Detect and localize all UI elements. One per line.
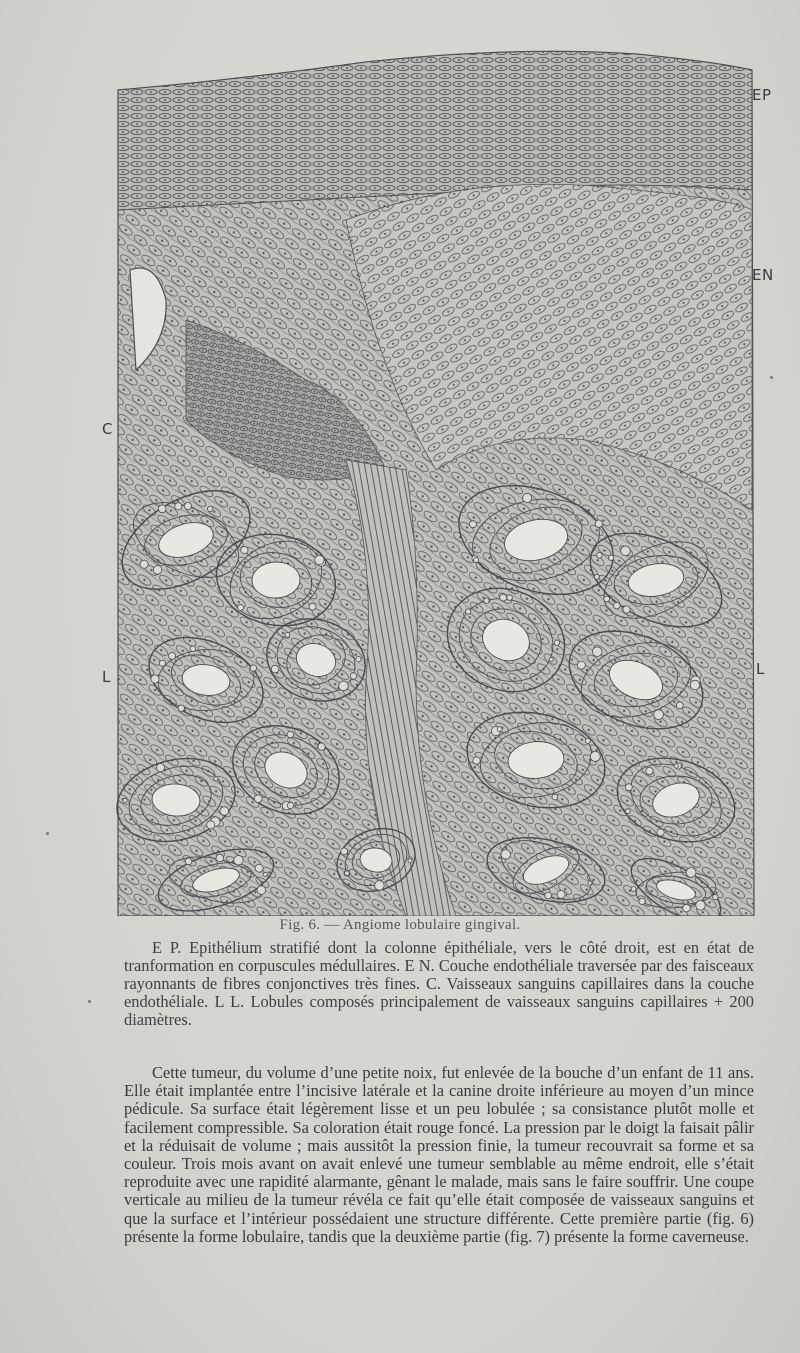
cell-nucleus (588, 881, 592, 885)
cell-nucleus (271, 665, 279, 673)
cell-nucleus (625, 784, 632, 791)
cell-nucleus (234, 856, 243, 865)
cell-nucleus (241, 546, 248, 553)
cell-nucleus (590, 751, 600, 761)
cell-nucleus (156, 764, 164, 772)
cell-nucleus (713, 894, 718, 899)
cell-nucleus (345, 871, 350, 876)
cell-nucleus (696, 901, 706, 911)
cell-nucleus (356, 657, 361, 662)
cell-nucleus (287, 731, 294, 738)
cell-nucleus (654, 710, 664, 720)
cell-nucleus (151, 675, 159, 683)
cell-nucleus (608, 555, 613, 560)
figure-legend (124, 939, 754, 1029)
angioma-engraving (116, 40, 756, 916)
cell-nucleus (507, 595, 513, 601)
cell-nucleus (175, 503, 182, 510)
cell-nucleus (339, 681, 349, 691)
cell-nucleus (350, 673, 356, 679)
cell-nucleus (676, 702, 683, 709)
cell-nucleus (287, 802, 293, 808)
legend-paragraph: E P. Epithélium stratifié dont la colonne épithéliale, vers le côté droit, est en état de tranformation en corpuscules médullaires. E N. Couche endothéliale traversée par des faisceaux rayonnants de fibres conjonctives très fines. C. Vaisseaux sanguins capillaires dans la couche endothéliale. L L. Lobules composés principalement de vaisseaux sanguins capillaires + 200 diamètres. (124, 938, 754, 1029)
cell-nucleus (309, 603, 316, 610)
label-ep: EP (752, 86, 772, 104)
cell-nucleus (497, 727, 502, 732)
cell-nucleus (639, 898, 645, 904)
label-l-right: L (756, 660, 765, 678)
cell-nucleus (577, 661, 585, 669)
cell-nucleus (604, 596, 610, 602)
figure-caption: Fig. 6. — Angiome lobulaire gingival. (279, 917, 521, 933)
cell-nucleus (595, 520, 602, 527)
cell-nucleus (158, 505, 166, 513)
cell-nucleus (585, 738, 590, 743)
cell-nucleus (153, 566, 162, 575)
label-en: EN (752, 266, 774, 284)
cell-nucleus (255, 864, 263, 872)
cell-nucleus (545, 892, 552, 899)
cell-nucleus (169, 652, 176, 659)
cell-nucleus (594, 574, 599, 579)
cell-nucleus (549, 658, 553, 662)
cell-nucleus (216, 854, 224, 862)
cell-nucleus (465, 609, 470, 614)
cell-nucleus (614, 602, 621, 609)
cell-nucleus (207, 821, 215, 829)
cell-nucleus (646, 767, 653, 774)
cell-nucleus (185, 858, 192, 865)
cell-nucleus (686, 868, 696, 878)
cell-nucleus (554, 640, 559, 645)
cell-nucleus (263, 872, 267, 876)
cell-nucleus (159, 660, 165, 666)
cell-nucleus (469, 521, 476, 528)
cell-nucleus (690, 680, 699, 689)
cell-nucleus (473, 757, 480, 764)
cell-nucleus (318, 743, 325, 750)
cell-nucleus (250, 665, 256, 671)
cell-nucleus (674, 764, 678, 768)
cell-nucleus (184, 502, 191, 509)
cell-nucleus (557, 890, 565, 898)
cell-nucleus (623, 606, 630, 613)
cell-nucleus (408, 859, 412, 863)
cell-nucleus (592, 647, 602, 657)
cell-nucleus (190, 646, 196, 652)
cell-nucleus (254, 795, 262, 803)
cell-nucleus (238, 605, 244, 611)
cell-nucleus (474, 558, 479, 563)
cell-nucleus (375, 881, 385, 891)
cell-nucleus (140, 560, 148, 568)
cell-nucleus (683, 904, 691, 912)
cell-nucleus (552, 794, 558, 800)
cell-nucleus (208, 506, 213, 511)
cell-nucleus (341, 848, 348, 855)
body-text (124, 1064, 754, 1246)
cell-nucleus (214, 777, 218, 781)
body-paragraph: Cette tumeur, du volume d’une petite noix, fut enlevée de la bouche d’un enfant de 11 ans. Elle était implantée entre l’incisive latérale et la canine droite inférieure au moyen d’un mince pédicule. Sa surface était légèrement lisse et un peu lobulée ; sa consistance plutôt molle et facilement compressible. Sa coloration était rouge foncé. La pression par le doigt la faisait pâlir et la réduisait de volume ; mais aussitôt la pression finie, la tumeur recouvrait sa forme et sa couleur. Trois mois avant on avait enlevé une tumeur semblable au même endroit, elle s’était reproduite avec une rapidité alarmante, gênant le malade, mais sans le faire souffrir. Une coupe verticale au milieu de la tumeur révéla ce fait qu’elle était composée de vaisseaux sanguins et que la surface et l’intérieur possédaient une structure différente. Cette première partie (fig. 6) présente la forme lobulaire, tandis que la deuxième partie (fig. 7) présente la forme caverneuse. (124, 1063, 754, 1246)
cell-nucleus (621, 546, 631, 556)
cell-nucleus (315, 555, 324, 564)
cell-nucleus (484, 598, 489, 603)
cell-nucleus (631, 887, 636, 892)
cell-nucleus (123, 798, 127, 802)
cell-nucleus (597, 553, 603, 559)
cell-nucleus (285, 633, 290, 638)
cell-nucleus (523, 493, 532, 502)
cell-nucleus (257, 886, 266, 895)
label-c: C (102, 420, 113, 438)
cell-nucleus (501, 850, 511, 860)
histology-figure (102, 40, 774, 916)
cell-nucleus (220, 807, 229, 816)
cell-nucleus (178, 705, 184, 711)
label-l-left: L (102, 668, 111, 686)
cell-nucleus (657, 829, 664, 836)
cell-nucleus (625, 809, 630, 814)
cell-nucleus (500, 594, 507, 601)
